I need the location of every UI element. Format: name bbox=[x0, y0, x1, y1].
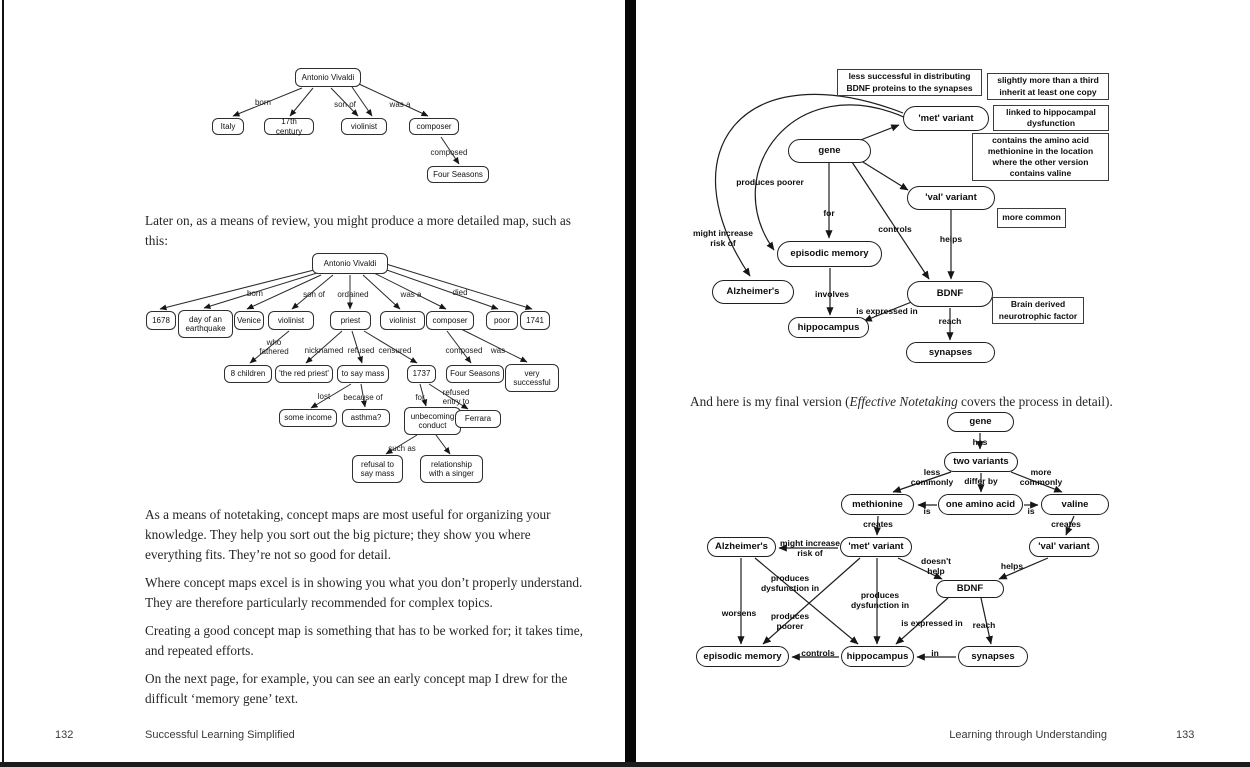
link-refused: refused bbox=[347, 346, 375, 355]
node-violinist-2: violinist bbox=[380, 311, 425, 330]
link-for: for bbox=[415, 393, 425, 402]
node-hippocampus: hippocampus bbox=[788, 317, 869, 338]
link-might-increase-risk: might increase risk of bbox=[693, 228, 753, 249]
link-for-2: for bbox=[823, 208, 835, 218]
node-gene: gene bbox=[788, 139, 871, 163]
link-produces-dysfunction-2: produces dysfunction in bbox=[850, 590, 910, 611]
node-val-variant: 'val' variant bbox=[907, 186, 995, 210]
node-episodic-memory-final: episodic memory bbox=[696, 646, 789, 667]
link-ordained: ordained bbox=[337, 290, 369, 299]
final-version-sentence bbox=[690, 392, 1160, 412]
note-brain-derived: Brain derived neurotrophic factor bbox=[992, 297, 1084, 324]
link-differ-by: differ by bbox=[964, 476, 998, 486]
note-inherit-copy: slightly more than a third inherit at least one copy bbox=[987, 73, 1109, 100]
node-two-variants: two variants bbox=[944, 452, 1018, 472]
link-might-increase-risk-final: might increase risk of bbox=[780, 538, 840, 559]
link-helps: helps bbox=[939, 234, 963, 244]
link-creates-right: creates bbox=[1051, 519, 1081, 529]
node-met-variant: 'met' variant bbox=[903, 106, 989, 131]
link-involves: involves bbox=[814, 289, 850, 299]
link-was: was bbox=[490, 346, 506, 355]
link-more-commonly: more commonly bbox=[1019, 467, 1063, 488]
link-reach-final: reach bbox=[972, 620, 996, 630]
node-1678: 1678 bbox=[146, 311, 176, 330]
link-controls-final: controls bbox=[801, 648, 835, 658]
link-is-right: is bbox=[1027, 506, 1035, 516]
link-born-2: born bbox=[246, 289, 263, 298]
link-nicknamed: nicknamed bbox=[304, 346, 344, 355]
node-relationship-with-singer: relationship with a singer bbox=[420, 455, 483, 483]
note-more-common: more common bbox=[997, 208, 1066, 228]
node-episodic-memory: episodic memory bbox=[777, 241, 882, 267]
intro-paragraph: Later on, as a means of review, you might produce a more detailed map, such as this: bbox=[145, 213, 571, 248]
node-refusal-to-say-mass: refusal to say mass bbox=[352, 455, 403, 483]
link-controls: controls bbox=[878, 224, 912, 234]
link-because-of: because of bbox=[343, 393, 383, 402]
node-1737: 1737 bbox=[407, 365, 436, 383]
book-title-footer: Successful Learning Simplified bbox=[145, 729, 295, 741]
link-born: born bbox=[254, 98, 271, 107]
page-number-right: 133 bbox=[1176, 729, 1195, 741]
link-refused-entry-to: refused entry to bbox=[442, 388, 470, 407]
link-is-expressed-in-final: is expressed in bbox=[901, 618, 963, 628]
final-text-prefix: And here is my final version ( bbox=[690, 394, 850, 409]
node-synapses: synapses bbox=[906, 342, 995, 363]
node-antonio-vivaldi: Antonio Vivaldi bbox=[295, 68, 361, 87]
node-red-priest: 'the red priest' bbox=[275, 365, 333, 383]
node-four-seasons: Four Seasons bbox=[427, 166, 489, 183]
link-worsens: worsens bbox=[721, 608, 757, 618]
link-reach: reach bbox=[938, 316, 962, 326]
link-son-of-2: son of bbox=[303, 290, 325, 299]
link-composed-2: composed bbox=[445, 346, 483, 355]
node-ferrara: Ferrara bbox=[455, 410, 501, 428]
paragraph-4: On the next page, for example, you can see an early concept map I drew for the difficult ‘memory gene’ text. bbox=[145, 671, 568, 706]
link-was-a-2: was a bbox=[400, 290, 422, 299]
link-composed: composed bbox=[430, 148, 468, 157]
note-linked-dysfunction: linked to hippocampal dysfunction bbox=[993, 105, 1109, 131]
node-gene-final: gene bbox=[947, 412, 1014, 432]
node-to-say-mass: to say mass bbox=[337, 365, 389, 383]
link-in: in bbox=[931, 648, 939, 658]
node-alzheimers: Alzheimer's bbox=[712, 280, 794, 304]
node-asthma: asthma? bbox=[342, 409, 390, 427]
node-four-seasons-2: Four Seasons bbox=[446, 365, 504, 383]
page-left-edge bbox=[2, 0, 4, 767]
body-text bbox=[145, 505, 585, 717]
final-text-suffix: covers the process in detail). bbox=[957, 394, 1113, 409]
node-valine: valine bbox=[1041, 494, 1109, 515]
node-bdnf-final: BDNF bbox=[936, 580, 1004, 598]
node-violinist: violinist bbox=[341, 118, 387, 135]
link-produces-poorer: produces poorer bbox=[736, 177, 804, 187]
node-antonio-vivaldi-2: Antonio Vivaldi bbox=[312, 253, 388, 274]
page-bottom-edge bbox=[0, 762, 1250, 767]
page-number-left: 132 bbox=[55, 729, 74, 741]
link-lost: lost bbox=[317, 392, 331, 401]
node-one-amino-acid: one amino acid bbox=[938, 494, 1023, 515]
link-who-fathered: who fathered bbox=[259, 338, 289, 357]
link-produces-poorer-final: produces poorer bbox=[770, 611, 810, 632]
node-8-children: 8 children bbox=[224, 365, 272, 383]
link-such-as: such as bbox=[388, 444, 416, 453]
node-very-successful: very successful bbox=[505, 364, 559, 392]
link-doesnt-help: doesn't help bbox=[921, 556, 951, 577]
node-day-of-earthquake: day of an earthquake bbox=[178, 310, 233, 338]
link-censured: censured bbox=[378, 346, 412, 355]
node-met-variant-final: 'met' variant bbox=[840, 537, 912, 557]
paragraph-1: As a means of notetaking, concept maps are most useful for organizing your knowledge. They help you sort out the big picture; they show you where everything fits. They’re not so good for detail. bbox=[145, 507, 551, 562]
node-alzheimers-final: Alzheimer's bbox=[707, 537, 776, 557]
node-hippocampus-final: hippocampus bbox=[841, 646, 914, 667]
node-bdnf: BDNF bbox=[907, 281, 993, 307]
link-is-left: is bbox=[923, 506, 931, 516]
node-17th-century: 17th century bbox=[264, 118, 314, 135]
node-unbecoming-conduct: unbecoming conduct bbox=[404, 407, 461, 435]
node-some-income: some income bbox=[279, 409, 337, 427]
node-composer: composer bbox=[409, 118, 459, 135]
node-1741: 1741 bbox=[520, 311, 550, 330]
node-venice: Venice bbox=[234, 311, 264, 330]
link-was-a: was a bbox=[389, 100, 411, 109]
link-son-of: son of bbox=[334, 100, 356, 109]
link-produces-dysfunction-1: produces dysfunction in bbox=[760, 573, 820, 594]
node-violinist-1: violinist bbox=[268, 311, 314, 330]
book-spine bbox=[625, 0, 636, 767]
link-died: died bbox=[452, 288, 468, 297]
note-contains-methionine: contains the amino acid methionine in the location where the other version contains valine bbox=[972, 133, 1109, 181]
link-is-expressed-in: is expressed in bbox=[856, 306, 918, 316]
final-text-italic: Effective Notetaking bbox=[849, 394, 958, 409]
link-less-commonly: less commonly bbox=[910, 467, 954, 488]
node-priest: priest bbox=[330, 311, 371, 330]
paragraph-2: Where concept maps excel is in showing you what you don’t properly understand. They are therefore particularly recommended for complex topics. bbox=[145, 575, 583, 610]
paragraph-3: Creating a good concept map is something that has to be worked for; it takes time, and repeated efforts. bbox=[145, 623, 583, 658]
node-val-variant-final: 'val' variant bbox=[1029, 537, 1099, 557]
chapter-title-footer: Learning through Understanding bbox=[949, 729, 1107, 741]
link-helps-final: helps bbox=[1000, 561, 1024, 571]
link-creates-left: creates bbox=[863, 519, 893, 529]
node-poor: poor bbox=[486, 311, 518, 330]
node-synapses-final: synapses bbox=[958, 646, 1028, 667]
node-composer-2: composer bbox=[426, 311, 474, 330]
note-distributing: less successful in distributing BDNF proteins to the synapses bbox=[837, 69, 982, 96]
node-methionine: methionine bbox=[841, 494, 914, 515]
node-italy: Italy bbox=[212, 118, 244, 135]
link-has: has bbox=[972, 437, 988, 447]
